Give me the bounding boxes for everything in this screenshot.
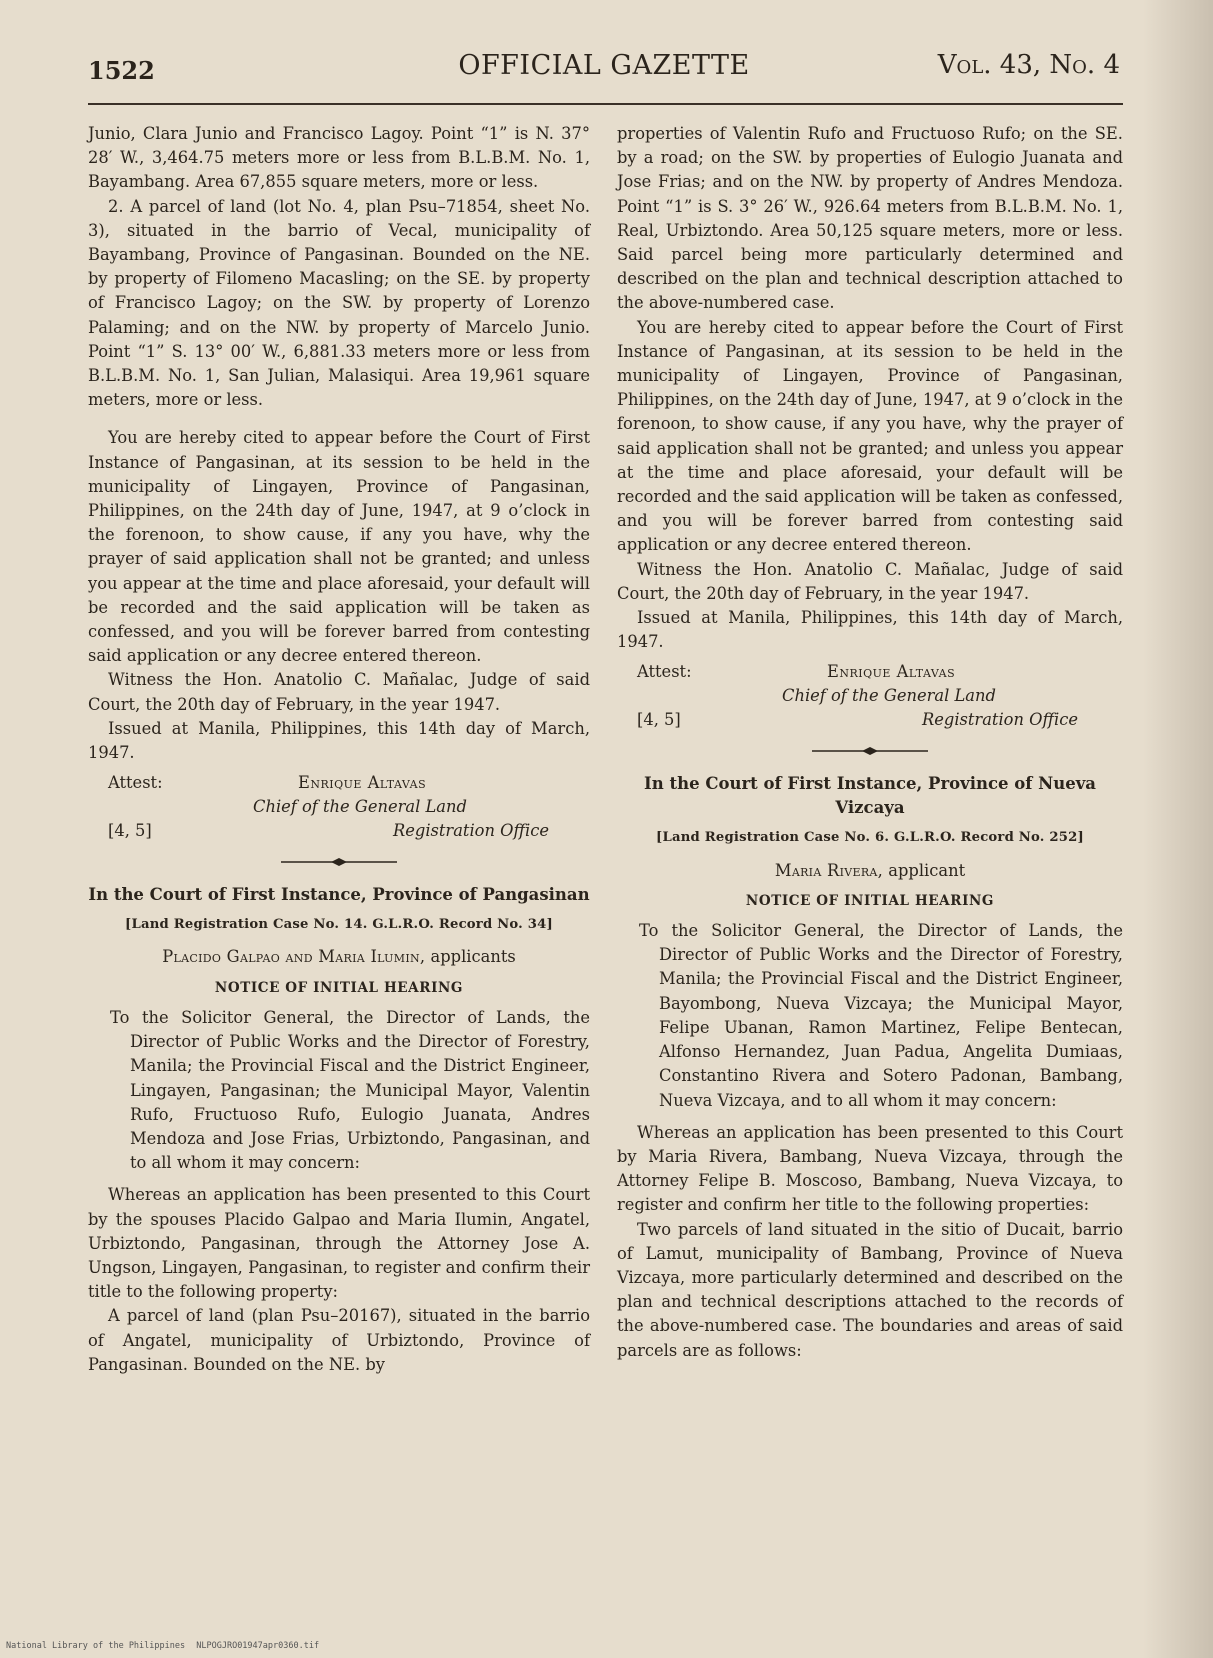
page-number: 1522 — [88, 56, 155, 85]
scan-footer — [0, 1641, 1213, 1651]
paragraph: Whereas an application has been presented to this Court by the spouses Placido Galpao and Maria Ilumin, Angatel, Urbiztondo, Pangasinan, through the Attorney Jose A. Ungson, Lingayen, Pangasinan, to register and confirm their title to the following property: — [88, 1185, 590, 1302]
right-column — [617, 122, 1123, 1363]
paragraph: Witness the Hon. Anatolio C. Mañalac, Judge of said Court, the 20th day of February, in the year 1947. — [617, 559, 1123, 603]
paragraph: Two parcels of land situated in the sitio of Ducait, barrio of Lamut, municipality of Bambang, Province of Nueva Vizcaya, more particularly determined and described on the plan and technical descriptions attached to the records of the above-numbered case. The boundaries and areas of said parcels are as follows: — [617, 1219, 1123, 1360]
scan-edge-shading — [1143, 0, 1213, 1658]
signatory-office: Registration Office — [922, 710, 1078, 730]
left-column — [88, 122, 590, 1377]
applicant-names: Placido Galpao and Maria Ilumin, — [162, 947, 426, 967]
attest-label: Attest: — [637, 662, 692, 682]
applicant-line — [617, 859, 1123, 883]
signatory-office: Registration Office — [393, 821, 549, 841]
applicant-names: Maria Rivera, — [774, 860, 884, 880]
paragraph: You are hereby cited to appear before the Court of First Instance of Pangasinan, at its session to be held in the municipality of Lingayen, Province of Pangasinan, Philippines, on the 24th day of June, 1947, at 9 o’clock in the forenoon, to show cause, if any you have, why the prayer of said application shall not be granted; and unless you appear at the time and place aforesaid, your default will be recorded and the said application will be taken as confessed, and you will be forever barred from contesting said application or any decree entered thereon. — [88, 428, 590, 666]
section-divider-ornament — [810, 744, 930, 758]
page-header — [88, 48, 1120, 98]
issue-reference: [4, 5] — [637, 710, 681, 730]
attest-label: Attest: — [108, 773, 163, 793]
paragraph: properties of Valentin Rufo and Fructuoso Rufo; on the SE. by a road; on the SW. by properties of Eulogio Juanata and Jose Frias; and on the NW. by property of Andres Mendoza. Point “1” is S. 3° 26′ W., 926.64 meters from B.L.B.M. No. 1, Real, Urbiztondo. Area 50,125 square meters, more or less. Said parcel being more particularly determined and described on the plan and technical description attached to the above-numbered case. — [617, 124, 1123, 313]
library-credit: National Library of the Philippines — [6, 1641, 186, 1651]
paragraph: Issued at Manila, Philippines, this 14th day of March, 1947. — [617, 608, 1123, 652]
applicant-label: applicant — [883, 860, 966, 880]
signatory-name: Enrique Altavas — [827, 662, 956, 682]
file-name: NLPOGJRO01947apr0360.tif — [196, 1641, 320, 1651]
issue-reference: [4, 5] — [108, 821, 152, 841]
publication-title: OFFICIAL GAZETTE — [458, 50, 750, 81]
header-rule — [88, 103, 1123, 105]
address-paragraph: To the Solicitor General, the Director of Lands, the Director of Public Works and the Director of Forestry, Manila; the Provincial Fiscal and the District Engineer, Lingayen, Pangasinan; the Municipal Mayor, Valentin Rufo, Fructuoso Rufo, Eulogio Juanata, Andres Mendoza and Jose Frias, Urbiztondo, Pangasinan, and to all whom it may concern: — [110, 1007, 590, 1173]
signature-block — [88, 771, 590, 847]
paragraph: Whereas an application has been presented to this Court by Maria Rivera, Bambang, Nueva Vizcaya, through the Attorney Felipe B. Moscoso, Bambang, Nueva Vizcaya, to register and confirm her title to the following properties: — [617, 1122, 1123, 1215]
signatory-title: Chief of the General Land — [782, 686, 996, 706]
paragraph: Issued at Manila, Philippines, this 14th day of March, 1947. — [88, 718, 590, 763]
paragraph: 2. A parcel of land (lot No. 4, plan Psu–71854, sheet No. 3), situated in the barrio of Vecal, municipality of Bayambang, Province of Pangasinan. Bounded on the NE. by property of Filomeno Macasling; on the SE. by property of Francisco Lagoy; on the SW. by property of Lorenzo Palaming; and on the NW. by property of Marcelo Junio. Point “1” S. 13° 00′ W., 6,881.33 meters more or less from B.L.B.M. No. 1, San Julian, Malasiqui. Area 19,961 square meters, more or less. — [88, 196, 590, 410]
signature-block — [617, 660, 1123, 736]
signatory-title: Chief of the General Land — [253, 797, 467, 817]
section-divider-ornament — [279, 855, 399, 869]
signatory-name: Enrique Altavas — [298, 773, 427, 793]
notice-title: NOTICE OF INITIAL HEARING — [745, 892, 995, 909]
notice-title: NOTICE OF INITIAL HEARING — [214, 979, 464, 996]
paragraph: A parcel of land (plan Psu–20167), situated in the barrio of Angatel, municipality of Urbiztondo, Province of Pangasinan. Bounded on the NE. by — [88, 1306, 590, 1374]
volume-number: Vol. 43, No. 4 — [937, 50, 1120, 80]
case-reference: [Land Registration Case No. 14. G.L.R.O. Record No. 34] — [125, 917, 553, 933]
address-paragraph: To the Solicitor General, the Director of Lands, the Director of Public Works and the Director of Forestry, Manila; the Provincial Fiscal and the District Engineer, Bayombong, Nueva Vizcaya; the Municipal Mayor, Felipe Ubanan, Ramon Martinez, Felipe Bentecan, Alfonso Hernandez, Juan Padua, Angelita Dumiaas, Constantino Rivera and Sotero Padonan, Bambang, Nueva Vizcaya, and to all whom it may concern: — [639, 921, 1123, 1110]
paragraph: You are hereby cited to appear before the Court of First Instance of Pangasinan, at its session to be held in the municipality of Lingayen, Province of Pangasinan, Philippines, on the 24th day of June, 1947, at 9 o’clock in the forenoon, to show cause, if any you have, why the prayer of said application shall not be granted; and unless you appear at the time and place aforesaid, your default will be recorded and the said application will be taken as confessed, and you will be forever barred from contesting said application or any decree entered thereon. — [617, 317, 1123, 555]
applicant-label: applicants — [425, 947, 516, 967]
paragraph: Junio, Clara Junio and Francisco Lagoy. Point “1” is N. 37° 28′ W., 3,464.75 meters more or less from B.L.B.M. No. 1, Bayambang. Area 67,855 square meters, more or less. — [88, 124, 590, 192]
applicant-line — [88, 945, 590, 969]
court-heading: In the Court of First Instance, Province of Nueva Vizcaya — [644, 774, 1096, 818]
paragraph: Witness the Hon. Anatolio C. Mañalac, Judge of said Court, the 20th day of February, in the year 1947. — [88, 670, 590, 714]
court-heading: In the Court of First Instance, Province of Pangasinan — [88, 885, 590, 905]
case-reference: [Land Registration Case No. 6. G.L.R.O. Record No. 252] — [656, 830, 1084, 846]
